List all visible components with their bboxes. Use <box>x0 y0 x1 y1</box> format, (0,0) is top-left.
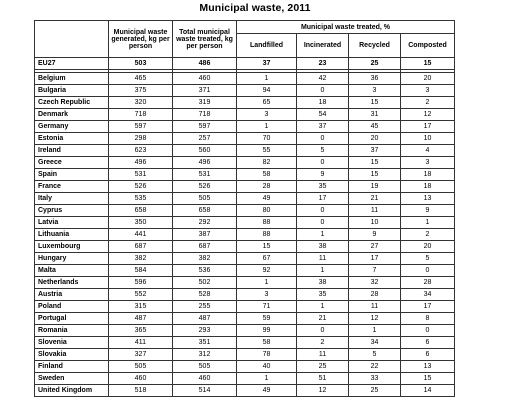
generated-cell: 320 <box>109 97 173 109</box>
country-cell: Luxembourg <box>35 241 109 253</box>
country-cell: Czech Republic <box>35 97 109 109</box>
generated-cell: 505 <box>109 361 173 373</box>
composted-cell: 15 <box>401 373 455 385</box>
treated-cell: 687 <box>173 241 237 253</box>
table-row <box>35 205 455 217</box>
country-cell: Greece <box>35 157 109 169</box>
header-landfilled: Landfilled <box>237 34 297 58</box>
recycled-cell: 28 <box>349 289 401 301</box>
generated-cell: 596 <box>109 277 173 289</box>
treated-cell: 487 <box>173 313 237 325</box>
table-row <box>35 217 455 229</box>
landfilled-cell: 3 <box>237 109 297 121</box>
header-generated: Municipal waste generated, kg per person <box>109 21 173 58</box>
landfilled-cell: 94 <box>237 85 297 97</box>
composted-cell: 8 <box>401 313 455 325</box>
country-cell: Bulgaria <box>35 85 109 97</box>
table-row <box>35 301 455 313</box>
recycled-cell: 22 <box>349 361 401 373</box>
country-cell: Ireland <box>35 145 109 157</box>
eu27-generated: 503 <box>109 58 173 70</box>
generated-cell: 718 <box>109 109 173 121</box>
table-row <box>35 289 455 301</box>
country-cell: Belgium <box>35 73 109 85</box>
composted-cell: 9 <box>401 205 455 217</box>
landfilled-cell: 58 <box>237 337 297 349</box>
treated-cell: 319 <box>173 97 237 109</box>
eu27-incinerated: 23 <box>297 58 349 70</box>
recycled-cell: 12 <box>349 313 401 325</box>
generated-cell: 526 <box>109 181 173 193</box>
generated-cell: 531 <box>109 169 173 181</box>
country-cell: Germany <box>35 121 109 133</box>
treated-cell: 293 <box>173 325 237 337</box>
treated-cell: 312 <box>173 349 237 361</box>
country-cell: Estonia <box>35 133 109 145</box>
landfilled-cell: 88 <box>237 217 297 229</box>
composted-cell: 0 <box>401 325 455 337</box>
eu27-treated: 486 <box>173 58 237 70</box>
country-cell: Latvia <box>35 217 109 229</box>
generated-cell: 487 <box>109 313 173 325</box>
composted-cell: 20 <box>401 73 455 85</box>
treated-cell: 257 <box>173 133 237 145</box>
landfilled-cell: 82 <box>237 157 297 169</box>
treated-cell: 658 <box>173 205 237 217</box>
landfilled-cell: 65 <box>237 97 297 109</box>
incinerated-cell: 11 <box>297 253 349 265</box>
treated-cell: 526 <box>173 181 237 193</box>
treated-cell: 536 <box>173 265 237 277</box>
generated-cell: 584 <box>109 265 173 277</box>
generated-cell: 382 <box>109 253 173 265</box>
treated-cell: 460 <box>173 373 237 385</box>
recycled-cell: 25 <box>349 385 401 397</box>
generated-cell: 365 <box>109 325 173 337</box>
table-row <box>35 253 455 265</box>
table-row <box>35 373 455 385</box>
composted-cell: 6 <box>401 349 455 361</box>
header-treated-percent-group: Municipal waste treated, % <box>237 21 455 34</box>
generated-cell: 298 <box>109 133 173 145</box>
landfilled-cell: 55 <box>237 145 297 157</box>
incinerated-cell: 21 <box>297 313 349 325</box>
table-row <box>35 361 455 373</box>
treated-cell: 502 <box>173 277 237 289</box>
recycled-cell: 27 <box>349 241 401 253</box>
table-row <box>35 145 455 157</box>
country-cell: Spain <box>35 169 109 181</box>
municipal-waste-table <box>34 20 455 397</box>
composted-cell: 34 <box>401 289 455 301</box>
incinerated-cell: 35 <box>297 181 349 193</box>
treated-cell: 505 <box>173 361 237 373</box>
table-title: Municipal waste, 2011 <box>199 2 311 14</box>
composted-cell: 2 <box>401 97 455 109</box>
incinerated-cell: 1 <box>297 229 349 241</box>
table-row <box>35 73 455 85</box>
table-row <box>35 169 455 181</box>
recycled-cell: 21 <box>349 193 401 205</box>
landfilled-cell: 99 <box>237 325 297 337</box>
generated-cell: 411 <box>109 337 173 349</box>
generated-cell: 496 <box>109 157 173 169</box>
eu27-row <box>35 58 455 70</box>
generated-cell: 465 <box>109 73 173 85</box>
recycled-cell: 36 <box>349 73 401 85</box>
generated-cell: 375 <box>109 85 173 97</box>
composted-cell: 13 <box>401 193 455 205</box>
composted-cell: 14 <box>401 385 455 397</box>
recycled-cell: 34 <box>349 337 401 349</box>
recycled-cell: 19 <box>349 181 401 193</box>
generated-cell: 552 <box>109 289 173 301</box>
recycled-cell: 11 <box>349 205 401 217</box>
recycled-cell: 5 <box>349 349 401 361</box>
incinerated-cell: 17 <box>297 193 349 205</box>
incinerated-cell: 5 <box>297 145 349 157</box>
recycled-cell: 33 <box>349 373 401 385</box>
country-cell: Portugal <box>35 313 109 325</box>
treated-cell: 560 <box>173 145 237 157</box>
recycled-cell: 32 <box>349 277 401 289</box>
country-cell: Cyprus <box>35 205 109 217</box>
table-row <box>35 157 455 169</box>
composted-cell: 3 <box>401 85 455 97</box>
composted-cell: 2 <box>401 229 455 241</box>
country-cell: Netherlands <box>35 277 109 289</box>
incinerated-cell: 0 <box>297 325 349 337</box>
landfilled-cell: 28 <box>237 181 297 193</box>
table-row <box>35 265 455 277</box>
composted-cell: 18 <box>401 169 455 181</box>
landfilled-cell: 80 <box>237 205 297 217</box>
table-row <box>35 181 455 193</box>
recycled-cell: 15 <box>349 97 401 109</box>
country-cell: Poland <box>35 301 109 313</box>
country-cell: Slovakia <box>35 349 109 361</box>
recycled-cell: 11 <box>349 301 401 313</box>
incinerated-cell: 1 <box>297 301 349 313</box>
treated-cell: 387 <box>173 229 237 241</box>
incinerated-cell: 0 <box>297 217 349 229</box>
composted-cell: 12 <box>401 109 455 121</box>
header-composted: Composted <box>401 34 455 58</box>
treated-cell: 718 <box>173 109 237 121</box>
country-cell: France <box>35 181 109 193</box>
table-row <box>35 313 455 325</box>
incinerated-cell: 42 <box>297 73 349 85</box>
generated-cell: 315 <box>109 301 173 313</box>
recycled-cell: 7 <box>349 265 401 277</box>
landfilled-cell: 70 <box>237 133 297 145</box>
landfilled-cell: 71 <box>237 301 297 313</box>
landfilled-cell: 1 <box>237 277 297 289</box>
incinerated-cell: 25 <box>297 361 349 373</box>
treated-cell: 528 <box>173 289 237 301</box>
landfilled-cell: 58 <box>237 169 297 181</box>
composted-cell: 5 <box>401 253 455 265</box>
country-cell: Denmark <box>35 109 109 121</box>
table-row <box>35 85 455 97</box>
incinerated-cell: 18 <box>297 97 349 109</box>
recycled-cell: 15 <box>349 157 401 169</box>
landfilled-cell: 67 <box>237 253 297 265</box>
eu27-landfilled: 37 <box>237 58 297 70</box>
incinerated-cell: 38 <box>297 241 349 253</box>
incinerated-cell: 0 <box>297 133 349 145</box>
country-cell: Italy <box>35 193 109 205</box>
generated-cell: 350 <box>109 217 173 229</box>
table-row <box>35 121 455 133</box>
table-row <box>35 337 455 349</box>
eu27-composted: 15 <box>401 58 455 70</box>
incinerated-cell: 1 <box>297 265 349 277</box>
table-row <box>35 385 455 397</box>
treated-cell: 371 <box>173 85 237 97</box>
treated-cell: 292 <box>173 217 237 229</box>
incinerated-cell: 51 <box>297 373 349 385</box>
landfilled-cell: 15 <box>237 241 297 253</box>
composted-cell: 17 <box>401 301 455 313</box>
generated-cell: 441 <box>109 229 173 241</box>
composted-cell: 20 <box>401 241 455 253</box>
treated-cell: 382 <box>173 253 237 265</box>
recycled-cell: 10 <box>349 217 401 229</box>
table-row <box>35 229 455 241</box>
composted-cell: 13 <box>401 361 455 373</box>
incinerated-cell: 11 <box>297 349 349 361</box>
landfilled-cell: 40 <box>237 361 297 373</box>
incinerated-cell: 2 <box>297 337 349 349</box>
recycled-cell: 17 <box>349 253 401 265</box>
landfilled-cell: 49 <box>237 193 297 205</box>
generated-cell: 535 <box>109 193 173 205</box>
incinerated-cell: 0 <box>297 85 349 97</box>
generated-cell: 327 <box>109 349 173 361</box>
country-cell: Austria <box>35 289 109 301</box>
recycled-cell: 20 <box>349 133 401 145</box>
eu27-recycled: 25 <box>349 58 401 70</box>
incinerated-cell: 12 <box>297 385 349 397</box>
treated-cell: 255 <box>173 301 237 313</box>
landfilled-cell: 1 <box>237 73 297 85</box>
landfilled-cell: 78 <box>237 349 297 361</box>
generated-cell: 687 <box>109 241 173 253</box>
treated-cell: 496 <box>173 157 237 169</box>
incinerated-cell: 54 <box>297 109 349 121</box>
eu27-country: EU27 <box>35 58 109 70</box>
landfilled-cell: 49 <box>237 385 297 397</box>
landfilled-cell: 88 <box>237 229 297 241</box>
composted-cell: 3 <box>401 157 455 169</box>
landfilled-cell: 3 <box>237 289 297 301</box>
header-recycled: Recycled <box>349 34 401 58</box>
country-cell: Lithuania <box>35 229 109 241</box>
generated-cell: 623 <box>109 145 173 157</box>
header-country <box>35 21 109 58</box>
generated-cell: 658 <box>109 205 173 217</box>
country-cell: Finland <box>35 361 109 373</box>
treated-cell: 351 <box>173 337 237 349</box>
composted-cell: 0 <box>401 265 455 277</box>
treated-cell: 505 <box>173 193 237 205</box>
country-cell: United Kingdom <box>35 385 109 397</box>
incinerated-cell: 38 <box>297 277 349 289</box>
treated-cell: 460 <box>173 73 237 85</box>
recycled-cell: 45 <box>349 121 401 133</box>
treated-cell: 531 <box>173 169 237 181</box>
landfilled-cell: 92 <box>237 265 297 277</box>
table-row <box>35 325 455 337</box>
table-row <box>35 193 455 205</box>
recycled-cell: 9 <box>349 229 401 241</box>
incinerated-cell: 0 <box>297 205 349 217</box>
header-treated-total: Total municipal waste treated, kg per person <box>173 21 237 58</box>
incinerated-cell: 37 <box>297 121 349 133</box>
generated-cell: 460 <box>109 373 173 385</box>
composted-cell: 18 <box>401 181 455 193</box>
landfilled-cell: 59 <box>237 313 297 325</box>
table-row <box>35 133 455 145</box>
header-incinerated: Incinerated <box>297 34 349 58</box>
recycled-cell: 1 <box>349 325 401 337</box>
landfilled-cell: 1 <box>237 121 297 133</box>
table-row <box>35 349 455 361</box>
landfilled-cell: 1 <box>237 373 297 385</box>
incinerated-cell: 9 <box>297 169 349 181</box>
recycled-cell: 31 <box>349 109 401 121</box>
table-row <box>35 97 455 109</box>
country-cell: Sweden <box>35 373 109 385</box>
incinerated-cell: 35 <box>297 289 349 301</box>
table-row <box>35 241 455 253</box>
composted-cell: 6 <box>401 337 455 349</box>
treated-cell: 514 <box>173 385 237 397</box>
composted-cell: 10 <box>401 133 455 145</box>
table-row <box>35 109 455 121</box>
country-cell: Slovenia <box>35 337 109 349</box>
incinerated-cell: 0 <box>297 157 349 169</box>
table-row <box>35 277 455 289</box>
recycled-cell: 15 <box>349 169 401 181</box>
country-cell: Malta <box>35 265 109 277</box>
composted-cell: 28 <box>401 277 455 289</box>
country-cell: Hungary <box>35 253 109 265</box>
composted-cell: 4 <box>401 145 455 157</box>
generated-cell: 597 <box>109 121 173 133</box>
generated-cell: 518 <box>109 385 173 397</box>
composted-cell: 17 <box>401 121 455 133</box>
country-cell: Romania <box>35 325 109 337</box>
recycled-cell: 3 <box>349 85 401 97</box>
recycled-cell: 37 <box>349 145 401 157</box>
treated-cell: 597 <box>173 121 237 133</box>
composted-cell: 1 <box>401 217 455 229</box>
